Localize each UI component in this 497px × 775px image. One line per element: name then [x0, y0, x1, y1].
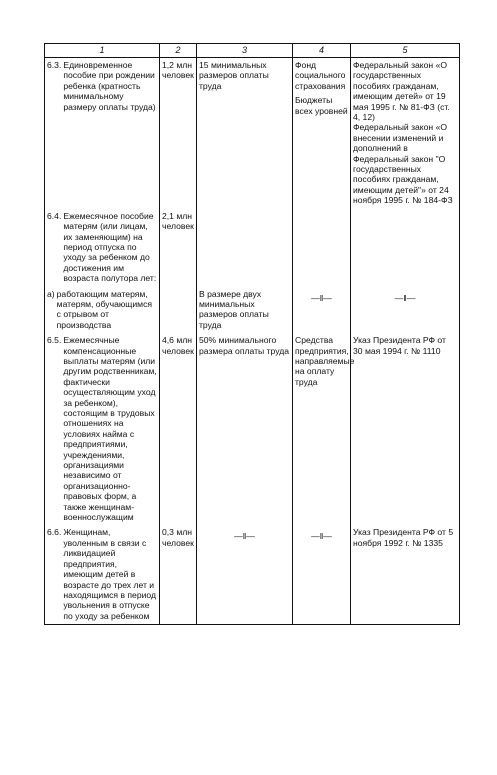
row-description [45, 333, 160, 525]
table-header-row [45, 44, 460, 58]
row-description [45, 525, 160, 624]
row-amount: 50% минимального размера оплаты труда [197, 333, 293, 525]
row-text: Ежемесячное пособие матерям (или лицам, их заменяющим) на период отпуска по уходу за ребенком до достижения им возраста полутора лет: [63, 210, 157, 284]
row-amount: 15 минимальных размеров оплаты труда [197, 58, 293, 209]
source-text: Фонд социального страхования [295, 60, 346, 91]
col-header-2: 2 [160, 44, 197, 58]
table-row [45, 58, 460, 209]
row-number: 6.3. [47, 60, 62, 70]
law-text: Федеральный закон «О государственных пособиях гражданам, имеющим детей» от 19 мая 1995 г. № 81-ФЗ (ст. 4, 12) [353, 60, 450, 123]
row-source [293, 209, 351, 287]
col-header-4: 4 [293, 44, 351, 58]
row-source-ditto: —‖— [293, 287, 351, 334]
row-law: Указ Президента РФ от 30 мая 1994 г. № 1110 [351, 333, 460, 525]
table-row [45, 287, 460, 334]
row-people: 4,6 млн человек [160, 333, 197, 525]
col-header-5: 5 [351, 44, 460, 58]
row-description [45, 58, 160, 209]
source-text-2: Бюджеты всех уровней [295, 95, 348, 116]
table-row [45, 333, 460, 525]
benefits-table [44, 43, 460, 625]
col-header-1: 1 [45, 44, 160, 58]
row-amount-ditto: —‖— [197, 525, 293, 624]
row-source [293, 58, 351, 209]
row-text: Единовременное пособие при рождении ребенка (кратность минимальному размеру оплаты труда) [63, 60, 156, 112]
col-header-3: 3 [197, 44, 293, 58]
row-number: 6.6. [47, 527, 62, 538]
row-law-ditto: —‖— [351, 287, 460, 334]
row-number: 6.5. [47, 335, 62, 346]
row-text: работающим матерям, матерям, обучающимся с отрывом от производства [56, 288, 153, 330]
document-page [44, 43, 459, 625]
row-people: 1,2 млн человек [160, 58, 197, 209]
row-text: Ежемесячные компенсационные выплаты матерям (или другим родственникам, фактически осуществляющим уход за ребенком), состоящим в трудовых отношениях на условиях найма с предприятиями, учреждениями, организациями независимо от организационно-правовых форм, а также женщинам-военнослужащим [63, 335, 157, 523]
row-description [45, 287, 160, 334]
row-description [45, 209, 160, 287]
table-row [45, 209, 460, 287]
row-source-ditto: —‖— [293, 525, 351, 624]
row-law [351, 209, 460, 287]
row-law: Указ Президента РФ от 5 ноября 1992 г. № 1335 [351, 525, 460, 624]
table-row [45, 525, 460, 624]
row-people: 0,3 млн человек [160, 525, 197, 624]
row-people: 2,1 млн человек [160, 209, 197, 287]
row-text: Женщинам, уволенным в связи с ликвидацией предприятия, имеющим детей в возрасте до трех лет и находящимся в период увольнения в отпуске по уходу за ребенком [63, 527, 157, 621]
row-amount [197, 209, 293, 287]
row-law [351, 58, 460, 209]
law-text-2: Федеральный закон «О внесении изменений и дополнений в Федеральный закон "О государственных пособиях гражданам, имеющим детей"» от 24 ноября 1995 г. № 184-ФЗ [353, 122, 453, 206]
row-number: 6.4. [47, 210, 62, 221]
row-number: а) [47, 288, 55, 299]
row-source: Средства предприятия, направляемые на оплату труда [293, 333, 351, 525]
row-people [160, 287, 197, 334]
row-amount: В размере двух минимальных размеров оплаты труда [197, 287, 293, 334]
